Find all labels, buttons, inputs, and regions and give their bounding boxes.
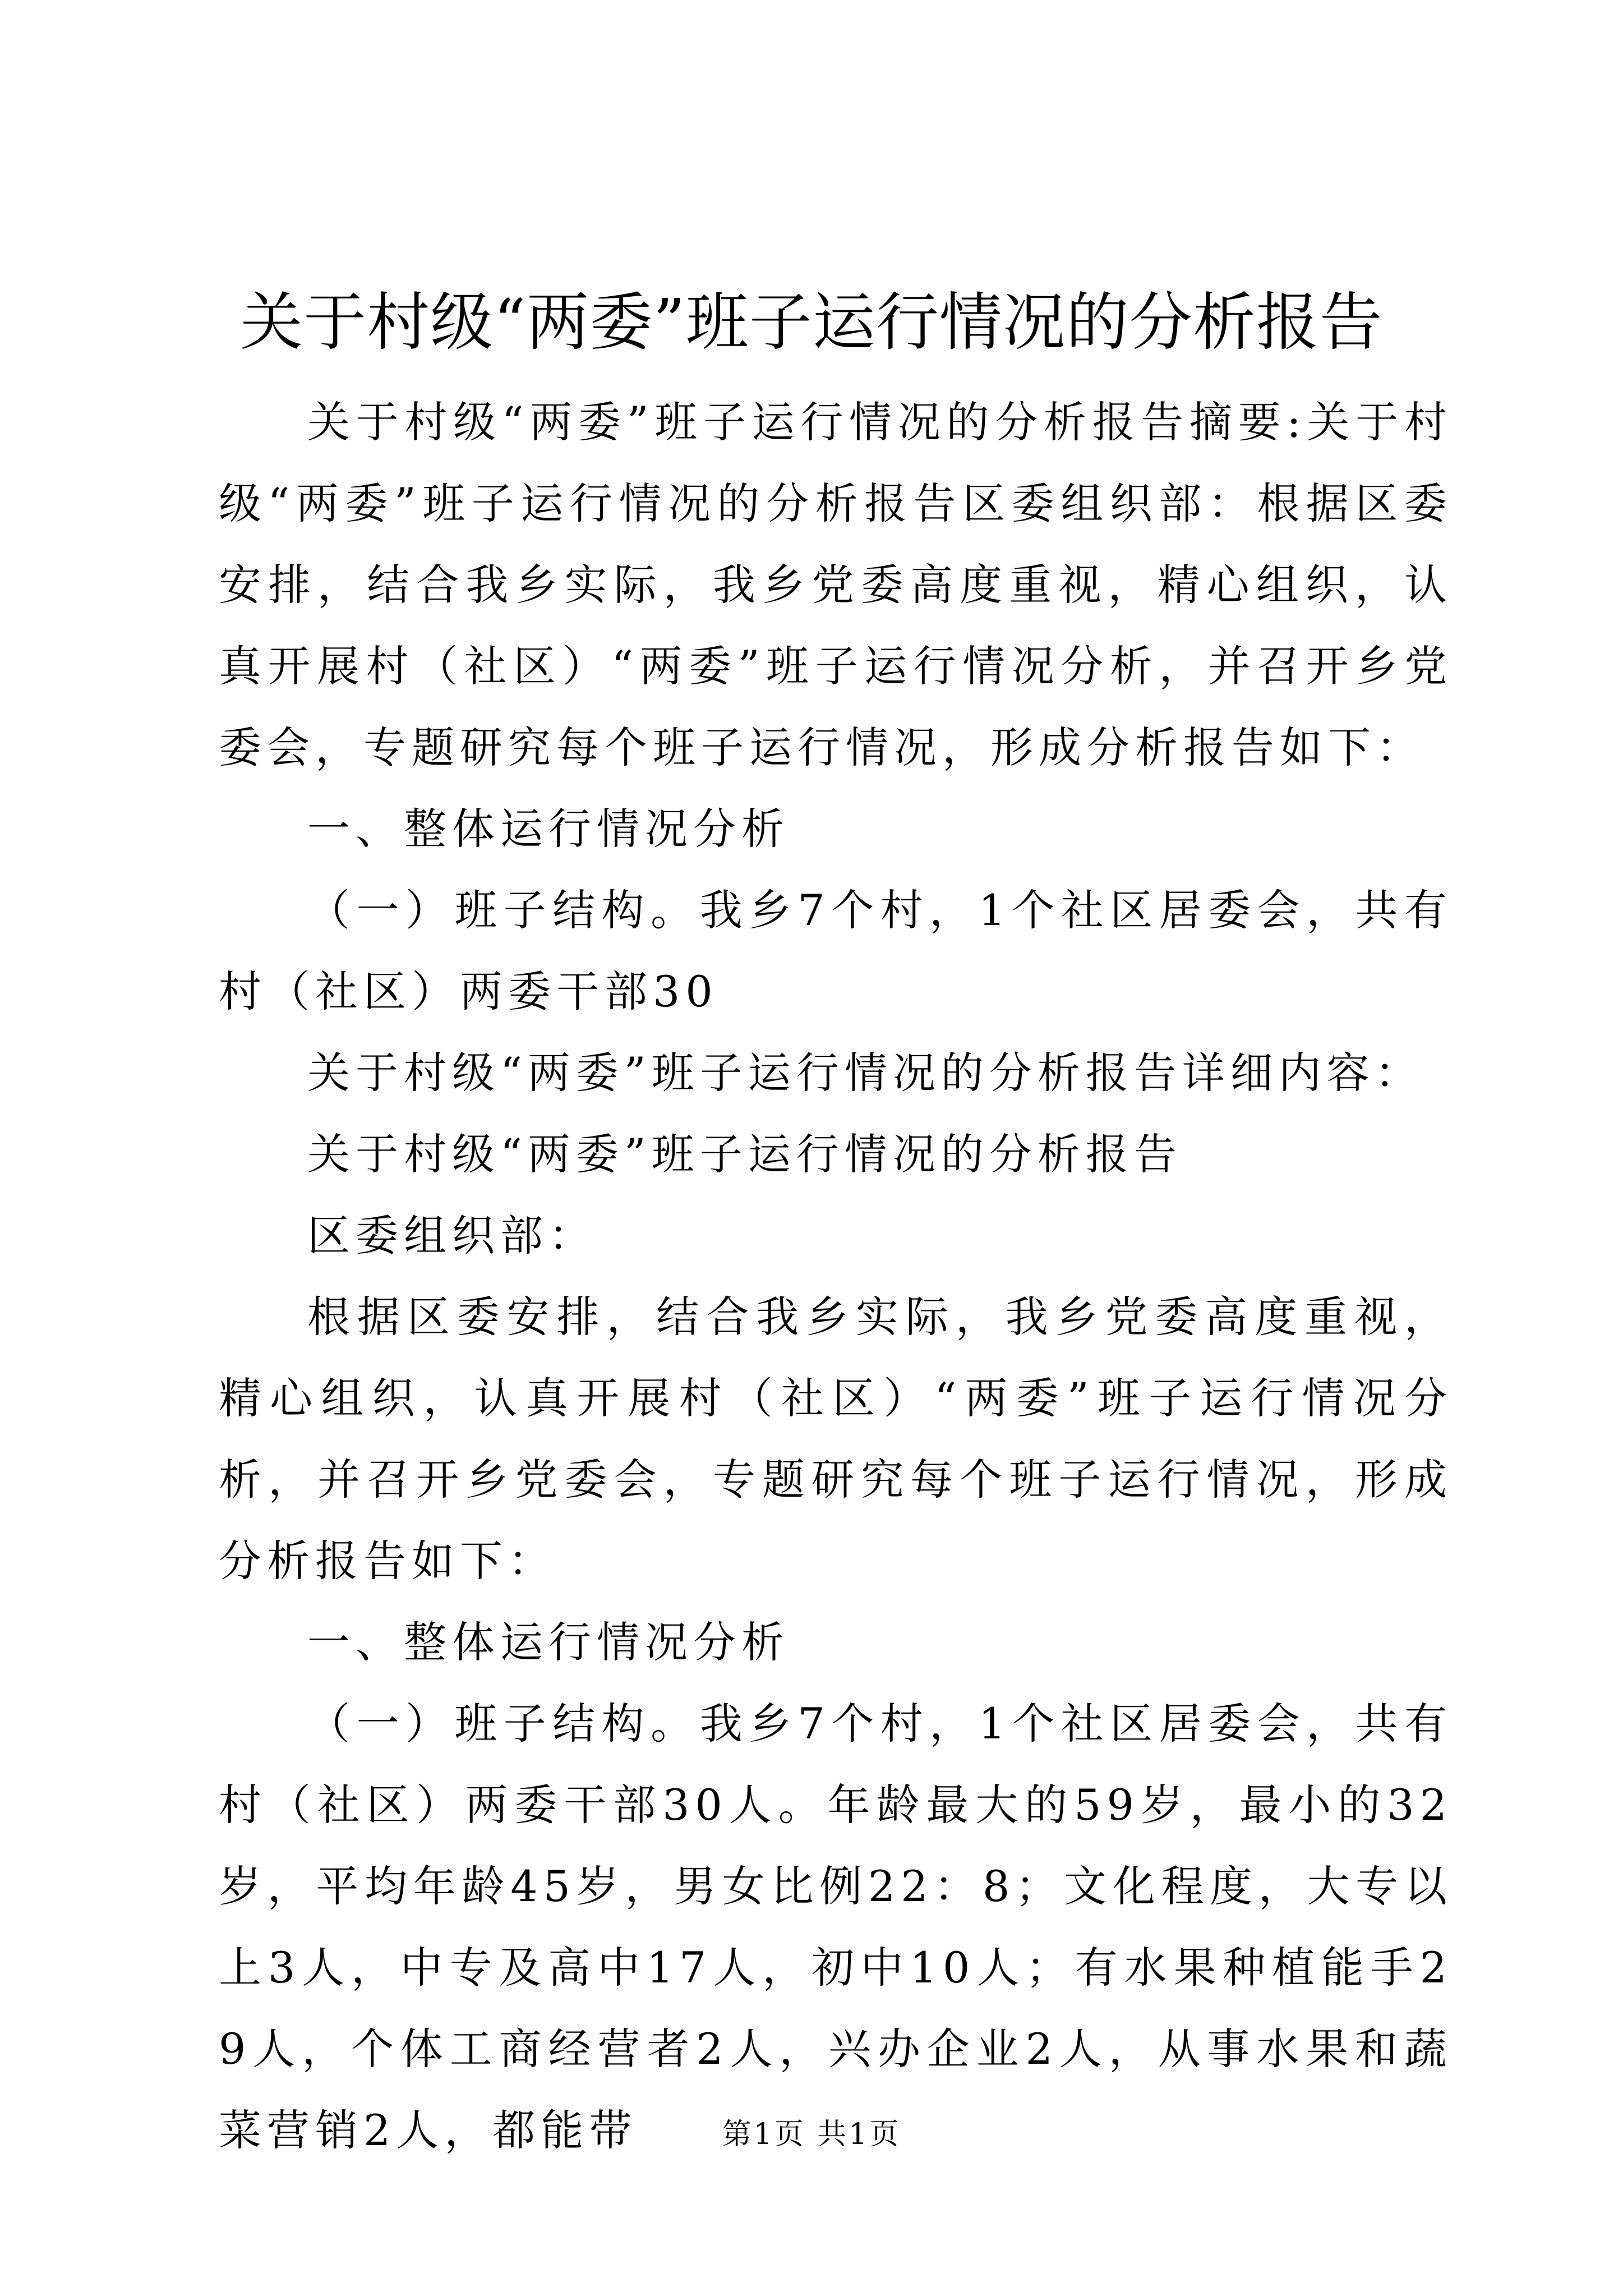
body-paragraph: 区委组织部： [307, 1211, 597, 1260]
document-body [219, 381, 1453, 2171]
body-paragraph: （一）班子结构。我乡7个村，1个社区居委会，共有村（社区）两委干部30人。年龄最大的59岁，最小的32岁，平均年龄45岁，男女比例22：8；文化程度，大专以上3人，中专及高中17人，初中10人；有水果种植能手29人，个体工商经营者2人，兴办企业2人，从事水果和蔬菜营销2人，都能带 [219, 1699, 1453, 2155]
body-paragraph: 根据区委安排，结合我乡实际，我乡党委高度重视，精心组织，认真开展村（社区）“两委”班子运行情况分析，并召开乡党委会，专题研究每个班子运行情况，形成分析报告如下： [219, 1292, 1453, 1586]
body-paragraph: 关于村级“两委”班子运行情况的分析报告摘要:关于村级“两委”班子运行情况的分析报告区委组织部：根据区委安排，结合我乡实际，我乡党委高度重视，精心组织，认真开展村（社区）“两委”班子运行情况分析，并召开乡党委会，专题研究每个班子运行情况，形成分析报告如下： [219, 397, 1453, 772]
section-heading: 一、整体运行情况分析 [307, 1617, 790, 1667]
body-paragraph: （一）班子结构。我乡7个村，1个社区居委会，共有村（社区）两委干部30 [219, 885, 1453, 1016]
page-footer: 第1页 共1页 [722, 2118, 901, 2151]
body-paragraph: 关于村级“两委”班子运行情况的分析报告 [307, 1129, 1182, 1179]
body-paragraph: 关于村级“两委”班子运行情况的分析报告详细内容： [307, 1048, 1423, 1098]
document-title: 关于村级“两委”班子运行情况的分析报告 [240, 286, 1383, 359]
section-heading: 一、整体运行情况分析 [307, 804, 790, 854]
